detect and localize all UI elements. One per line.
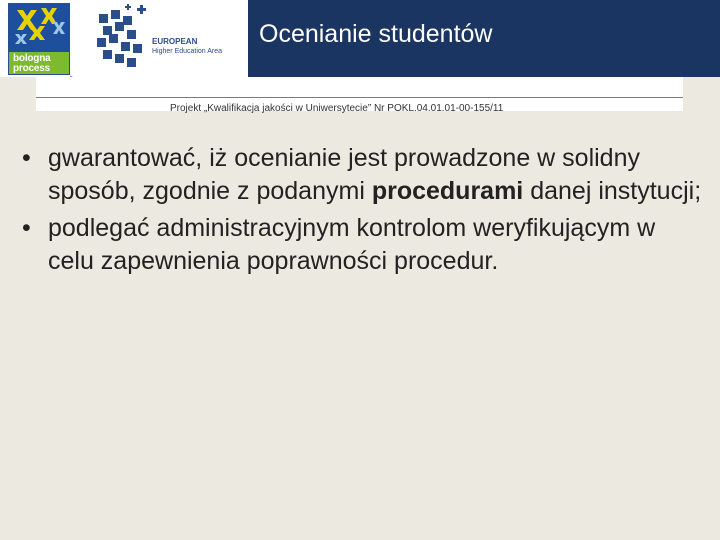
- project-caption: Projekt „Kwalifikacja jakości w Uniwersytecie” Nr POKL.04.01.01-00-155/11: [170, 103, 504, 114]
- bologna-process-logo: [8, 3, 70, 75]
- bullet-1-bold-text: procedurami: [371, 177, 524, 205]
- bullet-1-text-end: danej instytucji;: [523, 177, 702, 205]
- bullet-2-text: podlegać administracyjnym kontrolom weryfikującym w celu zapewnienia poprawności procedur.: [48, 214, 656, 275]
- ehea-logo: [95, 4, 245, 72]
- bologna-logo-line1: bologna: [13, 53, 51, 64]
- bullet-item-1: [22, 142, 707, 208]
- bologna-logo-line2: process: [13, 63, 50, 74]
- ehea-logo-line1: EUROPEAN: [152, 37, 198, 46]
- ehea-logo-line2: Higher Education Area: [152, 48, 223, 55]
- bullet-marker: •: [22, 144, 31, 172]
- bullet-item-2: [22, 212, 707, 278]
- slide-content: [22, 142, 707, 282]
- project-strip: [36, 77, 683, 114]
- project-divider: [36, 97, 683, 98]
- ehea-pattern-icon: [95, 4, 151, 72]
- bullet-marker: •: [22, 214, 31, 242]
- bullet-1-text: gwarantować, iż ocenianie jest prowadzone w solidny sposób, zgodnie z podanymi: [48, 144, 640, 205]
- page-title: Ocenianie studentów: [259, 20, 493, 48]
